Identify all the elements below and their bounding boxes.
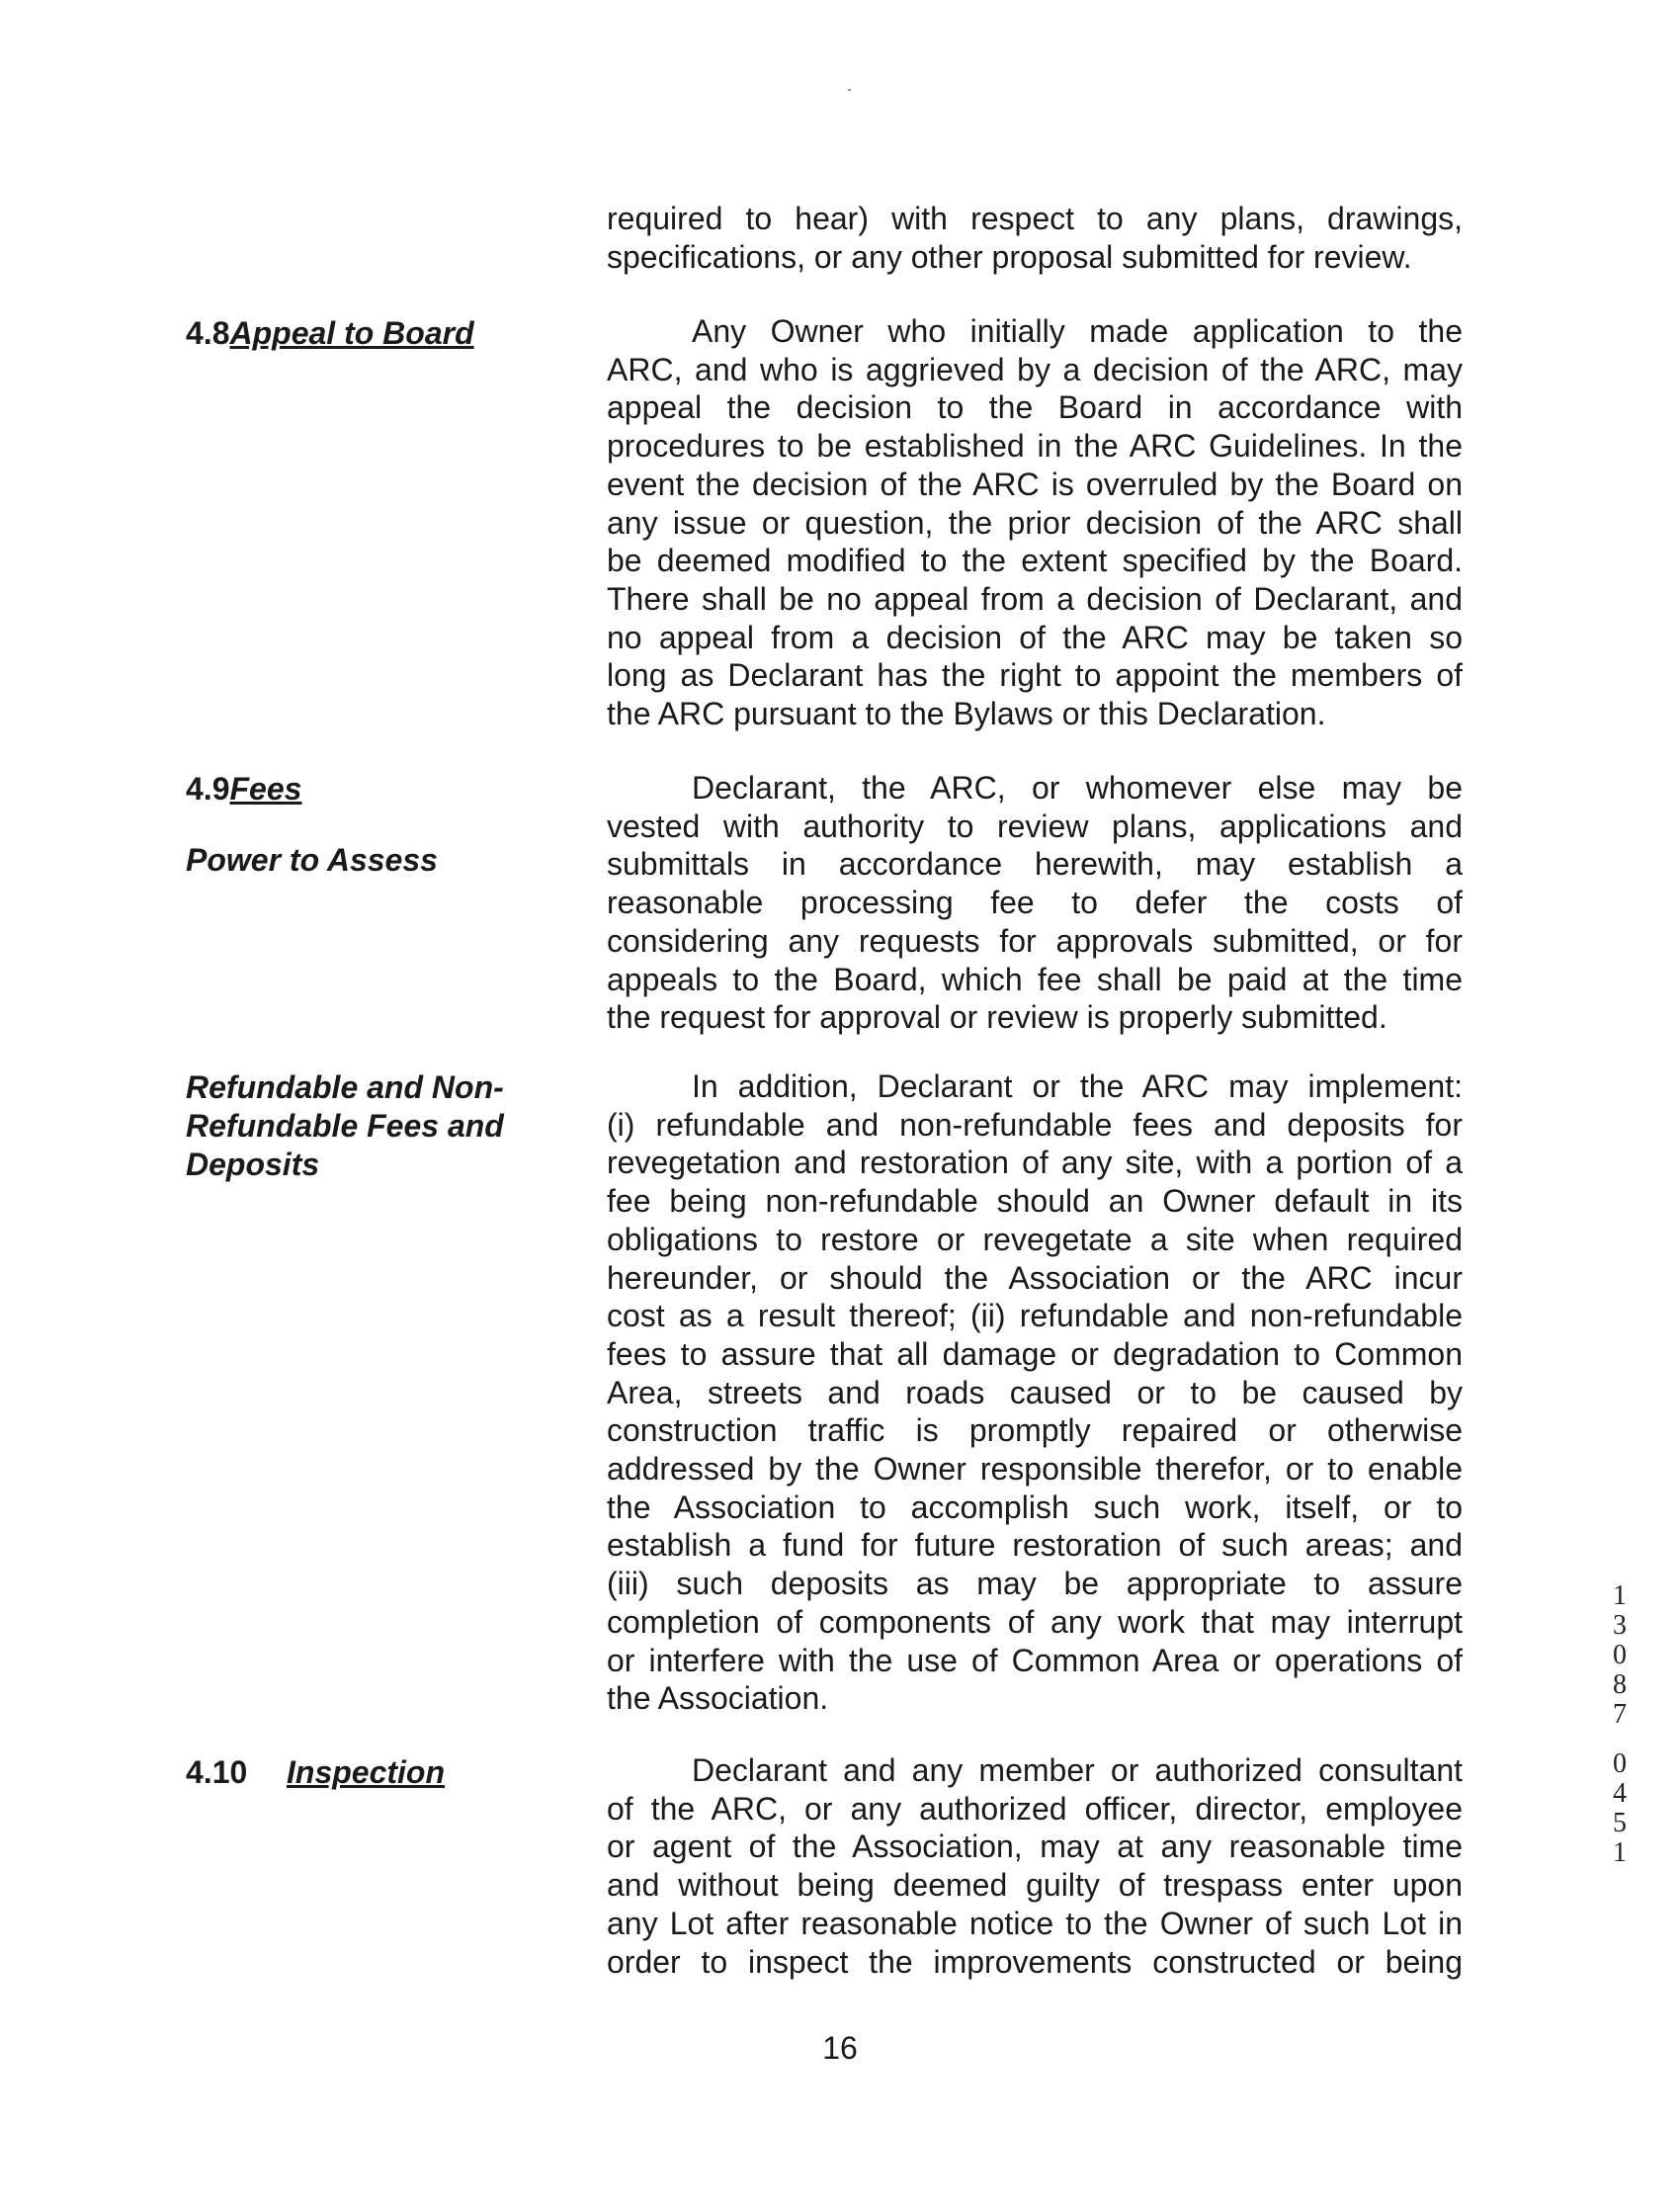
text-line: any Lot after reasonable notice to the Owner of such Lot in: [607, 1905, 1463, 1941]
text-line: considering any requests for approvals submitted, or for: [607, 922, 1463, 959]
text-line: the Association.: [607, 1680, 829, 1717]
text-line: Area, streets and roads caused or to be caused by: [607, 1374, 1463, 1410]
subheading-line: Refundable Fees and: [186, 1108, 504, 1144]
text-line: cost as a result thereof; (ii) refundable and non-refundable: [607, 1298, 1463, 1334]
subheading-line: Refundable and Non-: [186, 1069, 504, 1105]
text-line: be deemed modified to the extent specified by the Board.: [607, 543, 1463, 579]
text-line: appeals to the Board, which fee shall be paid at the time: [607, 961, 1463, 997]
text-line: (i) refundable and non-refundable fees and deposits for: [607, 1106, 1463, 1143]
text-line: construction traffic is promptly repaired or otherwise: [607, 1412, 1463, 1449]
text-line: addressed by the Owner responsible therefor, or to enable: [607, 1451, 1463, 1488]
section-heading-4-8: [186, 314, 474, 353]
text-line: revegetation and restoration of any site, with a portion of a: [607, 1145, 1463, 1181]
text-line: vested with authority to review plans, applications and: [607, 808, 1463, 844]
text-line: of the ARC, or any authorized officer, director, employee: [607, 1790, 1463, 1827]
text-line: any issue or question, the prior decision of the ARC shall: [607, 504, 1463, 541]
text-line: procedures to be established in the ARC Guidelines. In the: [607, 428, 1463, 465]
section-title: Fees: [229, 771, 302, 807]
text-line: specifications, or any other proposal submitted for review.: [607, 238, 1412, 275]
stamp-digit: 5: [1613, 1808, 1627, 1838]
section-number: 4.8: [186, 315, 230, 351]
text-line: long as Declarant has the right to appoint the members of: [607, 657, 1463, 694]
text-line: completion of components of any work that may interrupt: [607, 1603, 1463, 1640]
section-number: 4.9: [186, 771, 230, 807]
section-title: Appeal to Board: [229, 315, 474, 351]
recording-stamp: [1605, 1581, 1635, 1868]
stamp-digit: 0: [1613, 1748, 1627, 1779]
stamp-digit: 4: [1613, 1778, 1627, 1809]
text-line: ARC, and who is aggrieved by a decision of the ARC, may: [607, 351, 1463, 387]
text-line: appeal the decision to the Board in accordance with: [607, 389, 1463, 426]
section-4-9-paragraph-1: [607, 769, 1463, 1037]
subheading-line: Deposits: [186, 1147, 320, 1182]
text-line: the request for approval or review is properly submitted.: [607, 999, 1387, 1036]
text-line: obligations to restore or revegetate a site when required: [607, 1221, 1463, 1257]
text-line: the ARC pursuant to the Bylaws or this Declaration.: [607, 696, 1326, 732]
text-line: no appeal from a decision of the ARC may be taken so: [607, 619, 1463, 655]
scan-speck: [848, 89, 851, 91]
continuation-paragraph: [607, 200, 1463, 276]
section-heading-4-9: [186, 770, 301, 808]
section-title: Inspection: [287, 1754, 446, 1790]
section-4-8-paragraph: [607, 312, 1463, 733]
text-line: submittals in accordance herewith, may establish a: [607, 846, 1463, 883]
stamp-digit: 1: [1613, 1837, 1627, 1868]
page-number: 16: [822, 2030, 858, 2066]
text-line: (iii) such deposits as may be appropriate to assure: [607, 1566, 1463, 1602]
section-4-9-paragraph-2: [607, 1067, 1463, 1718]
text-line: fee being non-refundable should an Owner default in its: [607, 1183, 1463, 1220]
stamp-digit: 7: [1613, 1699, 1627, 1730]
text-line: required to hear) with respect to any plans, drawings,: [607, 201, 1463, 236]
text-line: and without being deemed guilty of trespass enter upon: [607, 1867, 1463, 1904]
stamp-digit: 8: [1613, 1669, 1627, 1700]
stamp-gap: [1605, 1730, 1635, 1749]
text-line: reasonable processing fee to defer the costs of: [607, 885, 1463, 921]
text-line: In addition, Declarant or the ARC may implement:: [692, 1068, 1463, 1104]
subheading-refundable-fees: [186, 1068, 542, 1184]
text-line: There shall be no appeal from a decision of Declarant, and: [607, 580, 1463, 617]
section-number: 4.10: [186, 1754, 248, 1790]
text-line: or agent of the Association, may at any reasonable time: [607, 1829, 1463, 1865]
text-line: fees to assure that all damage or degradation to Common: [607, 1335, 1463, 1372]
section-heading-4-10: [186, 1753, 445, 1792]
section-4-10-paragraph: [607, 1751, 1463, 1981]
subheading-power-to-assess: Power to Assess: [186, 842, 438, 878]
text-line: hereunder, or should the Association or the ARC incur: [607, 1259, 1463, 1296]
text-line: Any Owner who initially made application to the: [692, 313, 1463, 349]
stamp-digit: 3: [1613, 1610, 1627, 1641]
text-line: the Association to accomplish such work, itself, or to: [607, 1489, 1463, 1525]
stamp-digit: 0: [1613, 1640, 1627, 1670]
text-line: or interfere with the use of Common Area or operations of: [607, 1642, 1463, 1678]
text-line: establish a fund for future restoration of such areas; and: [607, 1527, 1463, 1564]
text-line: Declarant and any member or authorized consultant: [692, 1752, 1463, 1788]
text-line: order to inspect the improvements constructed or being: [607, 1943, 1463, 1980]
text-line: Declarant, the ARC, or whomever else may be: [692, 770, 1463, 806]
text-line: event the decision of the ARC is overruled by the Board on: [607, 466, 1463, 502]
stamp-digit: 1: [1613, 1580, 1627, 1611]
